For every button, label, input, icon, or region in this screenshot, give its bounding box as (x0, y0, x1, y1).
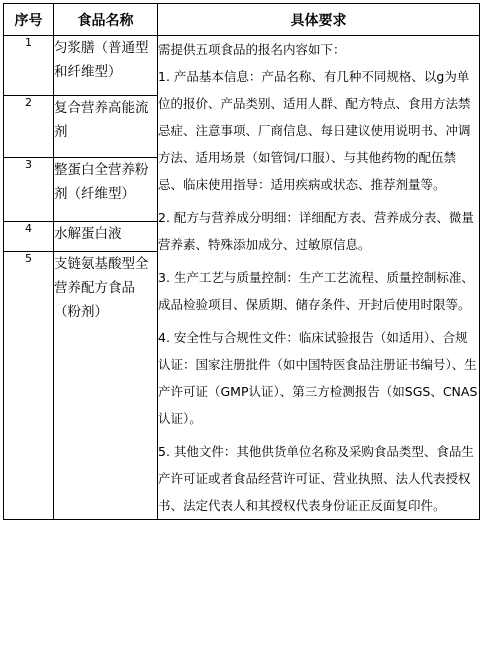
row-seq: 5 (4, 252, 54, 520)
header-seq: 序号 (4, 4, 54, 36)
requirement-item-4: 4. 安全性与合规性文件：临床试验报告（如适用）、合规认证：国家注册批件（如中国特医食品注册证书编号）、生产许可证（GMP认证）、第三方检测报告（如SGS、CNAS认证）。 (158, 330, 478, 426)
requirement-item-5: 5. 其他文件：其他供货单位名称及采购食品类型、食品生产许可证或者食品经营许可证、营业执照、法人代表授权书、法定代表人和其授权代表身份证正反面复印件。 (158, 444, 474, 513)
row-food-name: 支链氨基酸型全营养配方食品（粉剂） (54, 252, 158, 520)
row-food-name: 匀浆膳（普通型和纤维型） (54, 36, 158, 96)
table-row (4, 36, 480, 96)
requirement-item-3: 3. 生产工艺与质量控制：生产工艺流程、质量控制标准、成品检验项目、保质期、储存条件、开封后使用时限等。 (158, 270, 474, 312)
header-food-name: 食品名称 (54, 4, 158, 36)
row-food-name: 复合营养高能流剂 (54, 96, 158, 158)
requirements-intro: 需提供五项食品的报名内容如下： (158, 42, 346, 57)
requirement-item-2: 2. 配方与营养成分明细：详细配方表、营养成分表、微量营养素、特殊添加成分、过敏原信息。 (158, 210, 474, 252)
header-requirements: 具体要求 (158, 4, 480, 36)
row-seq: 4 (4, 222, 54, 252)
table-header-row (4, 4, 480, 36)
row-food-name: 整蛋白全营养粉剂（纤维型） (54, 158, 158, 222)
requirements-cell (158, 36, 480, 520)
row-food-name: 水解蛋白液 (54, 222, 158, 252)
row-seq: 1 (4, 36, 54, 96)
row-seq: 3 (4, 158, 54, 222)
requirement-item-1: 1. 产品基本信息：产品名称、有几种不同规格、以g为单位的报价、产品类别、适用人群、配方特点、食用方法禁忌症、注意事项、厂商信息、每日建议使用说明书、冲调方法、适用场景（如管饲/口服）、与其他药物的配伍禁忌、临床使用指导：适用疾病或状态、推荐剂量等。 (158, 69, 471, 192)
row-seq: 2 (4, 96, 54, 158)
requirements-table (3, 3, 480, 520)
